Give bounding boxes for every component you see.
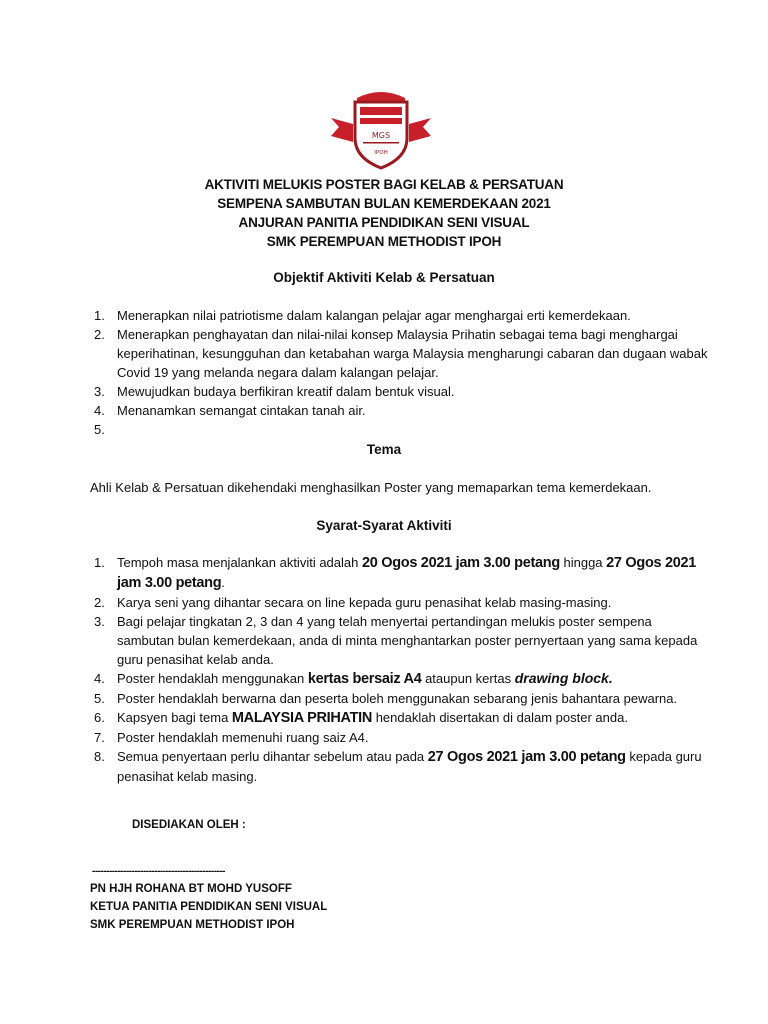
crest-subtext: IPOH: [374, 150, 388, 156]
objektif-heading: Objektif Aktiviti Kelab & Persatuan: [273, 270, 495, 285]
list-item: 8. Semua penyertaan perlu dihantar sebelum atau pada 27 Ogos 2021 jam 3.00 petang kepada guru penasihat kelab masing.: [94, 749, 702, 784]
title-line-4: SMK PEREMPUAN METHODIST IPOH: [266, 234, 502, 249]
document-title: [0, 175, 768, 251]
list-item: 7. Poster hendaklah memenuhi ruang saiz A4.: [94, 730, 369, 745]
crest-letters: MGS: [371, 131, 391, 140]
list-item: 4. Poster hendaklah menggunakan kertas bersaiz A4 ataupun kertas drawing block.: [94, 670, 613, 687]
list-item: 3. Mewujudkan budaya berfikiran kreatif dalam bentuk visual.: [94, 384, 455, 399]
list-item: 3. Bagi pelajar tingkatan 2, 3 dan 4 yang telah menyertai pertandingan melukis poster sempena sambutan bulan kemerdekaan, anda di minta menghantarkan poster pernyertaan yang sama kepada guru penasihat kelab anda.: [94, 614, 698, 667]
tema-text: Ahli Kelab & Persatuan dikehendaki menghasilkan Poster yang memaparkan tema kemerdekaan.: [90, 480, 652, 495]
list-item: 5.: [94, 422, 105, 437]
list-item: 1. Menerapkan nilai patriotisme dalam kalangan pelajar agar menghargai erti kemerdekaan.: [94, 308, 631, 323]
title-line-1: AKTIVITI MELUKIS POSTER BAGI KELAB & PERSATUAN: [204, 177, 564, 192]
syarat-list: [90, 553, 710, 786]
list-item: 5. Poster hendaklah berwarna dan peserta boleh menggunakan sebarang jenis bahantara pewarna.: [94, 691, 678, 706]
signatory-position: KETUA PANITIA PENDIDIKAN SENI VISUAL: [90, 901, 328, 913]
signatory-school: SMK PEREMPUAN METHODIST IPOH: [90, 919, 295, 931]
signatory-name: PN HJH ROHANA BT MOHD YUSOFF: [90, 883, 292, 895]
title-line-2: SEMPENA SAMBUTAN BULAN KEMERDEKAAN 2021: [217, 196, 551, 211]
list-item: 2. Karya seni yang dihantar secara on line kepada guru penasihat kelab masing-masing.: [94, 595, 612, 610]
title-line-3: ANJURAN PANITIA PENDIDIKAN SENI VISUAL: [238, 215, 530, 230]
list-item: 4. Menanamkan semangat cintakan tanah air.: [94, 403, 366, 418]
tema-heading: Tema: [366, 442, 402, 457]
crest-ribbon-right: [409, 118, 431, 142]
signature-line: -----------------------------------------------: [92, 866, 226, 877]
list-item: 6. Kapsyen bagi tema MALAYSIA PRIHATIN hendaklah disertakan di dalam poster anda.: [94, 710, 628, 726]
list-item: 2. Menerapkan penghayatan dan nilai-nilai konsep Malaysia Prihatin sebagai tema bagi menghargai keperihatinan, kesungguhan dan ketabahan warga Malaysia mengharungi cabaran dan dugaan wabak Covid 19 yang melanda negara dalam kalangan pelajar.: [94, 327, 708, 380]
objektif-list: [90, 306, 710, 439]
list-item: 1. Tempoh masa menjalankan aktiviti adalah 20 Ogos 2021 jam 3.00 petang hingga 27 Ogos 2021 jam 3.00 petang.: [94, 555, 697, 591]
school-crest-logo: [327, 88, 435, 170]
prepared-by-label: DISEDIAKAN OLEH :: [132, 819, 246, 831]
syarat-heading: Syarat-Syarat Aktiviti: [316, 518, 452, 533]
crest-ribbon-left: [331, 118, 353, 142]
